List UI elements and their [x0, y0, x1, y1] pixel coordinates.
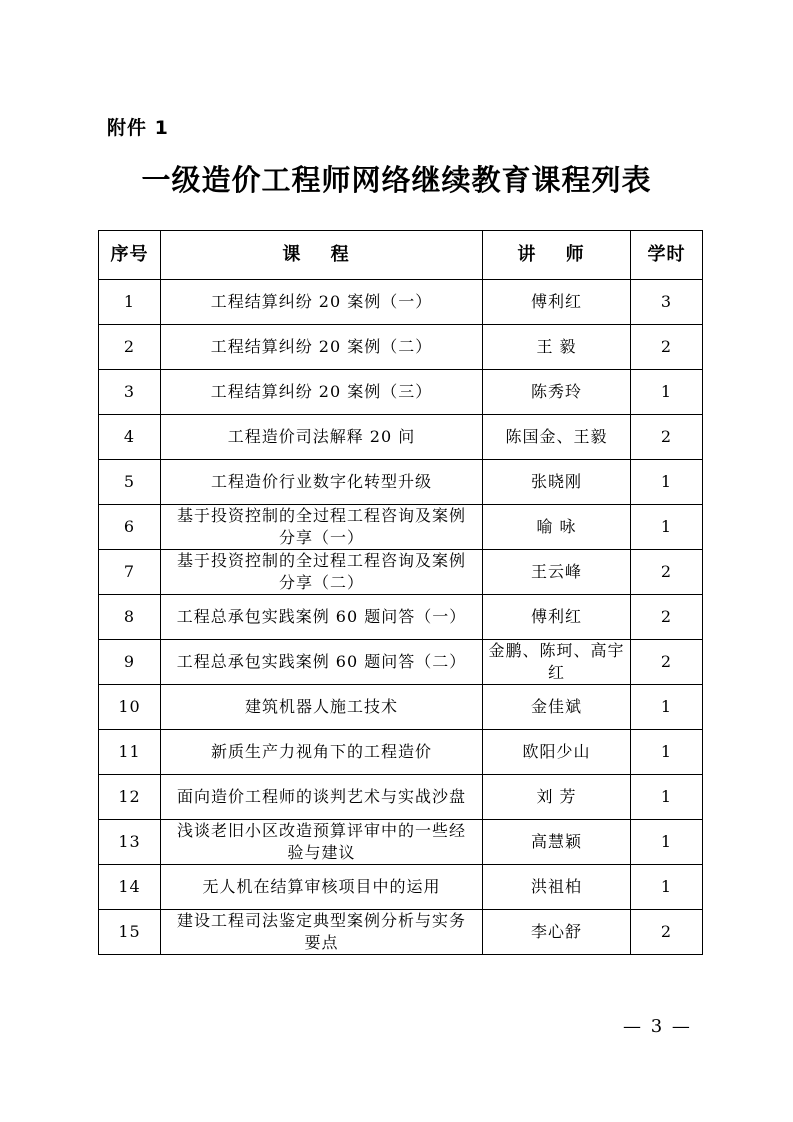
cell-hours: 2 — [631, 595, 703, 640]
cell-course: 建筑机器人施工技术 — [161, 685, 483, 730]
page-title: 一级造价工程师网络继续教育课程列表 — [141, 163, 652, 197]
cell-course: 基于投资控制的全过程工程咨询及案例分享（二） — [161, 550, 483, 595]
cell-course: 工程结算纠纷 20 案例（一） — [161, 280, 483, 325]
cell-no: 13 — [99, 820, 161, 865]
header-course: 课 程 — [161, 231, 483, 280]
cell-course: 无人机在结算审核项目中的运用 — [161, 865, 483, 910]
table-row — [99, 550, 703, 595]
cell-hours: 2 — [631, 325, 703, 370]
cell-teacher: 刘 芳 — [483, 775, 631, 820]
cell-no: 5 — [99, 460, 161, 505]
cell-no: 4 — [99, 415, 161, 460]
cell-no: 9 — [99, 640, 161, 685]
table-row — [99, 820, 703, 865]
cell-course: 建设工程司法鉴定典型案例分析与实务要点 — [161, 910, 483, 955]
cell-hours: 1 — [631, 460, 703, 505]
cell-no: 14 — [99, 865, 161, 910]
cell-teacher: 傅利红 — [483, 595, 631, 640]
cell-teacher: 王云峰 — [483, 550, 631, 595]
cell-no: 8 — [99, 595, 161, 640]
header-hours: 学时 — [631, 231, 703, 280]
cell-no: 1 — [99, 280, 161, 325]
table-row — [99, 325, 703, 370]
cell-teacher: 傅利红 — [483, 280, 631, 325]
cell-hours: 2 — [631, 550, 703, 595]
table-row — [99, 460, 703, 505]
table-row — [99, 415, 703, 460]
cell-hours: 1 — [631, 370, 703, 415]
cell-no: 7 — [99, 550, 161, 595]
attachment-label: 附件 1 — [107, 117, 169, 139]
cell-no: 15 — [99, 910, 161, 955]
cell-course: 面向造价工程师的谈判艺术与实战沙盘 — [161, 775, 483, 820]
cell-hours: 1 — [631, 505, 703, 550]
cell-teacher: 张晓刚 — [483, 460, 631, 505]
cell-teacher: 李心舒 — [483, 910, 631, 955]
course-table — [98, 230, 703, 955]
cell-no: 10 — [99, 685, 161, 730]
cell-hours: 3 — [631, 280, 703, 325]
cell-course: 工程造价行业数字化转型升级 — [161, 460, 483, 505]
cell-no: 2 — [99, 325, 161, 370]
cell-teacher: 高慧颖 — [483, 820, 631, 865]
cell-hours: 2 — [631, 910, 703, 955]
cell-course: 浅谈老旧小区改造预算评审中的一些经验与建议 — [161, 820, 483, 865]
cell-course: 工程造价司法解释 20 问 — [161, 415, 483, 460]
table-row — [99, 370, 703, 415]
table-row — [99, 280, 703, 325]
cell-hours: 1 — [631, 865, 703, 910]
cell-course: 工程总承包实践案例 60 题问答（二） — [161, 640, 483, 685]
table-row — [99, 730, 703, 775]
cell-course: 工程结算纠纷 20 案例（三） — [161, 370, 483, 415]
page-number: — 3 — — [623, 1016, 692, 1037]
cell-hours: 2 — [631, 640, 703, 685]
table-row — [99, 505, 703, 550]
cell-hours: 1 — [631, 775, 703, 820]
cell-hours: 1 — [631, 730, 703, 775]
cell-no: 3 — [99, 370, 161, 415]
cell-teacher: 金鹏、陈珂、高宇红 — [483, 640, 631, 685]
cell-course: 工程结算纠纷 20 案例（二） — [161, 325, 483, 370]
cell-teacher: 陈国金、王毅 — [483, 415, 631, 460]
header-teacher: 讲 师 — [483, 231, 631, 280]
cell-hours: 1 — [631, 820, 703, 865]
cell-teacher: 喻 咏 — [483, 505, 631, 550]
cell-hours: 1 — [631, 685, 703, 730]
cell-hours: 2 — [631, 415, 703, 460]
cell-teacher: 洪祖柏 — [483, 865, 631, 910]
cell-teacher: 欧阳少山 — [483, 730, 631, 775]
table-row — [99, 640, 703, 685]
cell-no: 12 — [99, 775, 161, 820]
cell-course: 工程总承包实践案例 60 题问答（一） — [161, 595, 483, 640]
cell-no: 6 — [99, 505, 161, 550]
table-row — [99, 775, 703, 820]
table-header-row — [99, 231, 703, 280]
cell-no: 11 — [99, 730, 161, 775]
table-row — [99, 865, 703, 910]
table-row — [99, 910, 703, 955]
cell-teacher: 金佳斌 — [483, 685, 631, 730]
cell-course: 新质生产力视角下的工程造价 — [161, 730, 483, 775]
cell-teacher: 王 毅 — [483, 325, 631, 370]
table-row — [99, 595, 703, 640]
table-row — [99, 685, 703, 730]
header-no: 序号 — [99, 231, 161, 280]
cell-course: 基于投资控制的全过程工程咨询及案例分享（一） — [161, 505, 483, 550]
cell-teacher: 陈秀玲 — [483, 370, 631, 415]
